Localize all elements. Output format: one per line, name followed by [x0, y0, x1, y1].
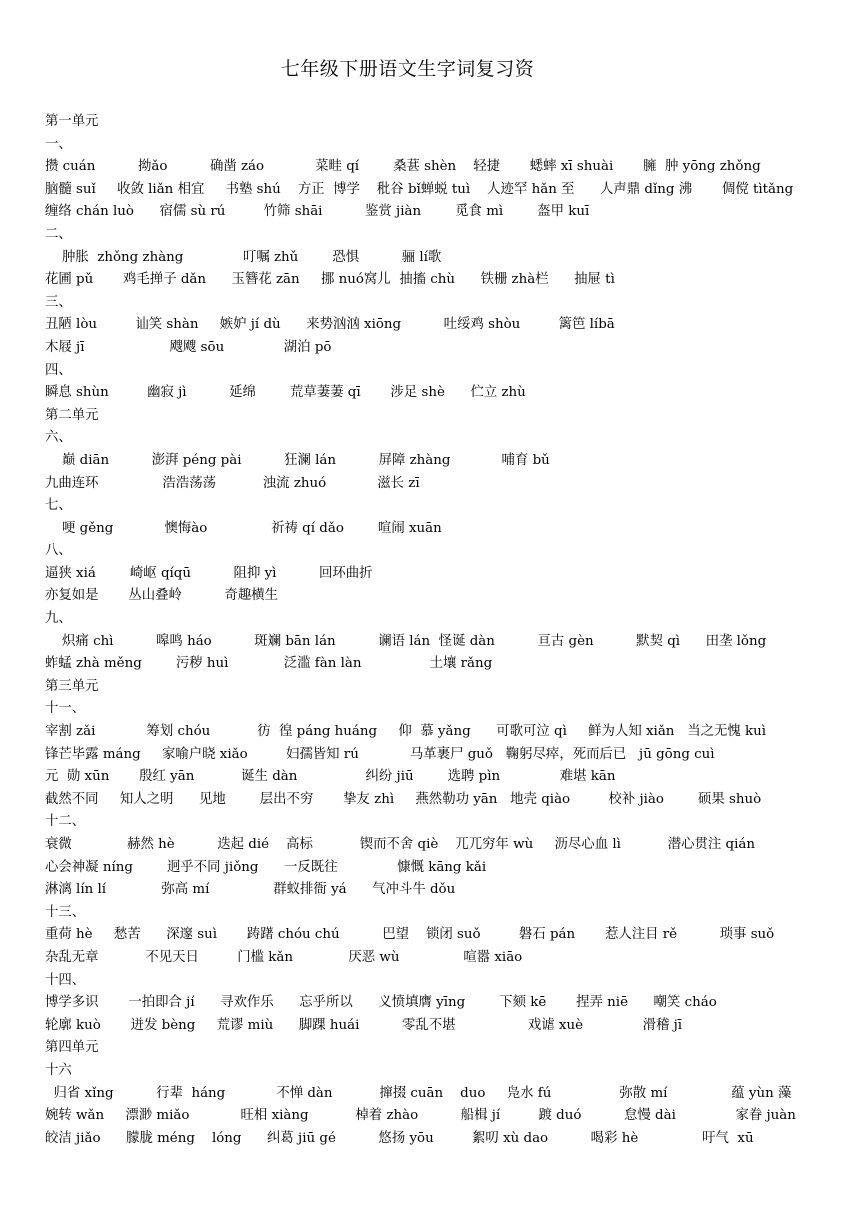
- text-line: 八、: [45, 543, 72, 559]
- text-line: 十六: [45, 1062, 72, 1078]
- text-line: 六、: [45, 430, 72, 446]
- text-line: 博学多识 一拍即合 jí 寻欢作乐 忘乎所以 义愤填膺 yīng 下颏 kē 捏弄 niē 嘲笑 cháo: [45, 995, 717, 1011]
- text-line: 截然不同 知人之明 见地 层出不穷 挚友 zhì 燕然勒功 yān 地壳 qiào 校补 jiào 硕果 shuò: [45, 791, 762, 807]
- text-line: 锋芒毕露 máng 家喻户晓 xiǎo 妇孺皆知 rú 马革裹尸 guǒ 鞠躬尽瘁，死而后已 jū gōng cuì: [45, 746, 715, 762]
- text-line: 肿胀 zhǒng zhàng 叮嘱 zhǔ 恐惧 骊 lí歌: [45, 249, 442, 265]
- text-line: 炽痛 chì 嗥鸣 háo 斑斓 bān lán 谰语 lán 怪诞 dàn 亘古 gèn 默契 qì 田垄 lǒng: [45, 633, 767, 649]
- text-line: 巅 diān 澎湃 péng pài 狂澜 lán 屏障 zhàng 哺育 bǔ: [45, 452, 550, 468]
- text-line: 一、: [45, 136, 72, 152]
- text-line: 婉转 wǎn 漂渺 miǎo 旺相 xiàng 棹着 zhào 船楫 jí 踱 duó 怠慢 dài 家眷 juàn: [45, 1108, 796, 1124]
- text-line: 九、: [45, 611, 72, 627]
- text-line: 二、: [45, 226, 72, 242]
- text-line: 脑髓 suǐ 收敛 liǎn 相宜 书塾 shú 方正 博学 秕谷 bǐ蝉蜕 tuì 人迹罕 hǎn 至 人声鼎 dǐng 沸 倜傥 tìtǎng: [45, 181, 794, 197]
- text-line: 三、: [45, 294, 72, 310]
- text-line: 十三、: [45, 904, 86, 920]
- text-line: 十四、: [45, 972, 86, 988]
- text-line: 七、: [45, 498, 72, 514]
- text-line: 元 勋 xūn 殷红 yān 诞生 dàn 纠纷 jiū 选聘 pìn 难堪 kān: [45, 769, 616, 785]
- document-title: 七年级下册语文生字词复习资: [280, 58, 535, 80]
- text-line: 木屐 jī 飕飕 sōu 湖泊 pō: [45, 339, 332, 355]
- text-line: 重荷 hè 愁苦 深邃 suì 踌躇 chóu chú 巴望 锁闭 suǒ 磐石 pán 惹人注目 rě 琐事 suǒ: [45, 927, 775, 943]
- text-line: 归省 xǐng 行辈 háng 不惮 dàn 撺掇 cuān duo 凫水 fú 弥散 mí 蕴 yùn 藻: [45, 1085, 792, 1101]
- text-line: 丑陋 lòu 讪笑 shàn 嫉妒 jí dù 来势汹汹 xiōng 吐绥鸡 shòu 篱笆 líbā: [45, 317, 615, 333]
- text-line: 轮廓 kuò 迸发 bèng 荒谬 miù 脚踝 huái 零乱不堪 戏谑 xuè 滑稽 jī: [45, 1017, 683, 1033]
- text-line: 十二、: [45, 814, 86, 830]
- text-line: 宰割 zǎi 筹划 chóu 彷 徨 páng huáng 仰 慕 yǎng 可歌可泣 qì 鲜为人知 xiǎn 当之无愧 kuì: [45, 724, 767, 740]
- text-line: 攒 cuán 拗ǎo 确凿 záo 菜畦 qí 桑葚 shèn 轻捷 蟋蟀 xī shuài 臃 肿 yōng zhǒng: [45, 159, 761, 175]
- text-line: 第一单元: [45, 114, 99, 129]
- text-line: 衰微 赫然 hè 迭起 dié 高标 锲而不舍 qiè 兀兀穷年 wù 沥尽心血 lì 潜心贯注 qián: [45, 837, 756, 852]
- text-line: 瞬息 shùn 幽寂 jì 延绵 荒草萋萋 qī 涉足 shè 伫立 zhù: [45, 385, 526, 401]
- text-line: 第四单元: [45, 1040, 99, 1056]
- text-line: 淋漓 lín lí 弥高 mí 群蚁排衙 yá 气冲斗牛 dǒu: [45, 882, 456, 898]
- text-line: 第二单元: [45, 407, 99, 423]
- text-line: 第三单元: [45, 678, 99, 694]
- text-line: 杂乱无章 不见天日 门槛 kǎn 厌恶 wù 喧嚣 xiāo: [45, 949, 523, 965]
- text-line: 四、: [45, 362, 72, 378]
- text-line: 九曲连环 浩浩荡荡 浊流 zhuó 滋长 zī: [45, 475, 420, 491]
- text-line: 缠络 chán luò 宿儒 sù rú 竹筛 shāi 鉴赏 jiàn 觅食 mì 盔甲 kuī: [45, 204, 590, 220]
- text-line: 皎洁 jiǎo 朦胧 méng lóng 纠葛 jiū gé 悠扬 yōu 絮叨 xù dao 喝彩 hè 吁气 xū: [45, 1130, 754, 1146]
- text-line: 心会神凝 níng 迥乎不同 jiǒng 一反既往 慷慨 kāng kǎi: [45, 859, 487, 875]
- text-line: 哽 gěng 懊悔ào 祈祷 qí dǎo 喧闹 xuān: [45, 520, 442, 536]
- text-line: 亦复如是 丛山叠岭 奇趣横生: [45, 588, 279, 604]
- text-line: 花圃 pǔ 鸡毛掸子 dǎn 玉簪花 zān 挪 nuó窝儿 抽搐 chù 铁栅 zhà栏 抽屉 tì: [45, 272, 615, 288]
- text-line: 逼狭 xiá 崎岖 qíqū 阻抑 yì 回环曲折: [45, 565, 373, 581]
- vocabulary-list: [45, 111, 845, 1150]
- text-line: 十一、: [45, 701, 86, 717]
- text-line: 蚱蜢 zhà měng 污秽 huì 泛滥 fàn làn 土壤 rǎng: [45, 656, 493, 672]
